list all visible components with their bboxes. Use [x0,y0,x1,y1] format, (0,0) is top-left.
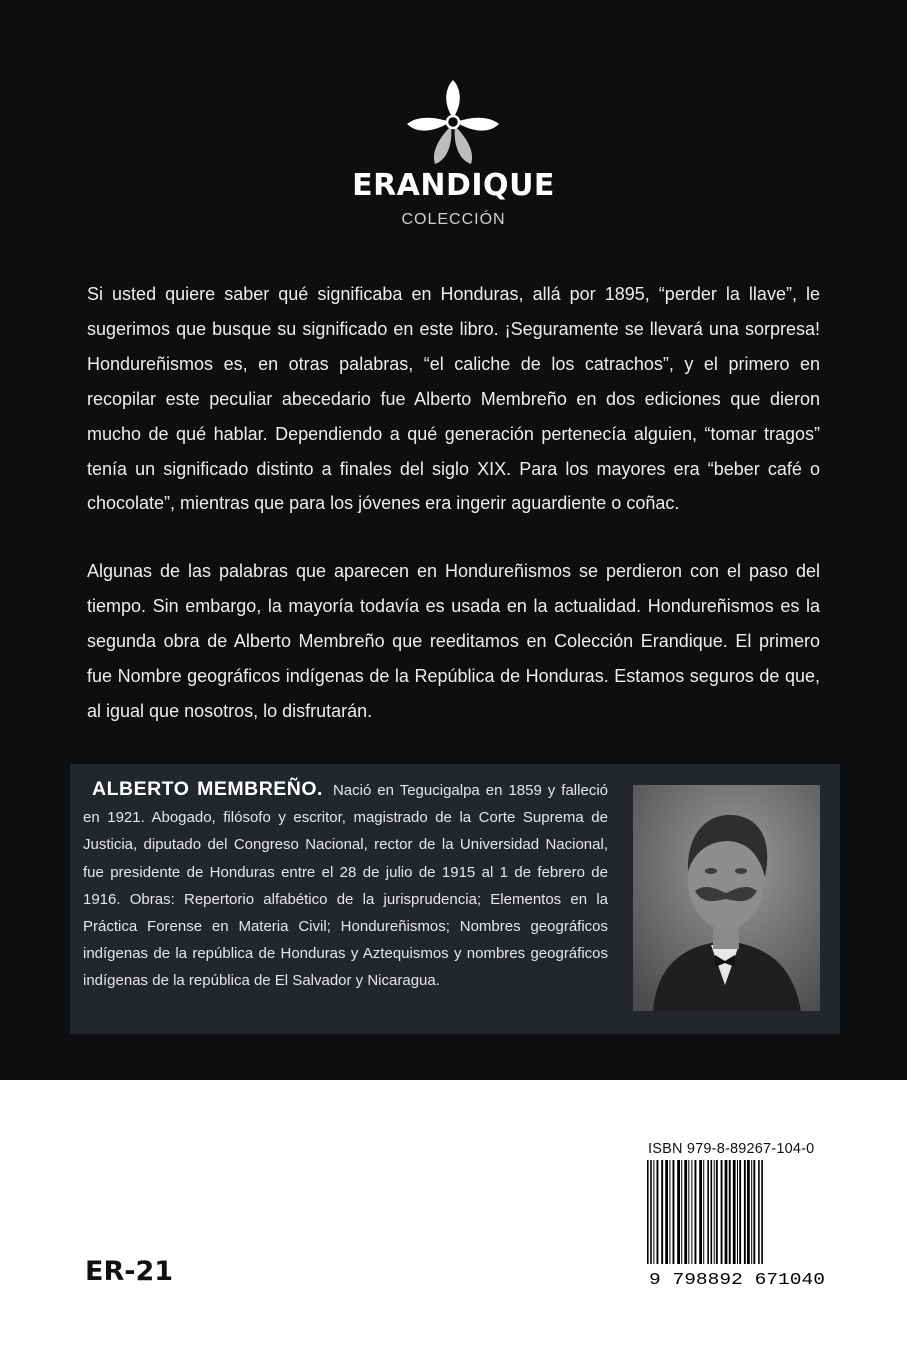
barcode-bar [650,1160,652,1278]
barcode-bar [737,1160,738,1264]
author-portrait-image [633,785,820,1011]
isbn-label: ISBN 979-8-89267-104-0 [648,1141,815,1157]
collection-subtitle: COLECCIÓN [401,211,506,228]
barcode-bar [653,1160,654,1264]
barcode-bar [725,1160,728,1264]
isbn-barcode [645,1160,828,1290]
collection-title: ERANDIQUE [352,168,555,203]
barcode-bar [744,1160,746,1264]
barcode-bar [758,1160,760,1278]
barcode-bar [677,1160,680,1264]
barcode-digits: 9 798892 671040 [649,1271,825,1290]
barcode-bar [716,1160,718,1264]
barcode-bar [691,1160,692,1264]
barcode-bars [647,1160,763,1278]
barcode-bar [647,1160,649,1278]
barcode-bar [681,1160,682,1264]
author-name: ALBERTO MEMBREÑO. [92,778,323,800]
author-bio-box [70,764,840,1034]
barcode-bar [751,1160,752,1264]
barcode-bar [729,1160,731,1264]
barcode-bar [747,1160,750,1264]
barcode-bar [699,1160,702,1264]
barcode-bar [684,1160,687,1264]
barcode-bar [703,1160,704,1264]
barcode-bar [665,1160,668,1264]
barcode-bar [688,1160,689,1264]
barcode-bar [714,1160,715,1264]
description-paragraph-1: Si usted quiere saber qué significaba en Honduras, allá por 1895, “perder la llave”, le sugerimos que busque su significado en este libro. ¡Seguramente se llevará una sorpresa! Hondureñismos es, en otras palabras, “el caliche de los catrachos”, y el primero en recopilar este peculiar abecedario fue Alberto Membreño en dos ediciones que dieron mucho de qué hablar. Dependiendo a qué generación pertenecía alguien, “tomar tragos” tenía un significado distinto a finales del siglo XIX. Para los mayores era “beber café o chocolate”, mientras que para los jóvenes era ingerir aguardiente o coñac. [87,284,820,514]
barcode-bar [673,1160,675,1264]
barcode-bar [761,1160,763,1278]
barcode-bar [721,1160,723,1264]
description-paragraph-2: Algunas de las palabras que aparecen en Hondureñismos se perdieron con el paso del tiempo. Sin embargo, la mayoría todavía es usada en la actualidad. Hondureñismos es la segunda obra de Alberto Membreño que reeditamos en Colección Erandique. El primero fue Nombre geográficos indígenas de la República de Honduras. Estamos seguros de que, al igual que nosotros, lo disfrutarán. [87,561,820,721]
barcode-bar [661,1160,663,1264]
barcode-bar [669,1160,670,1264]
flower-logo-icon [403,78,503,168]
barcode-bar [753,1160,755,1264]
barcode-bar [739,1160,741,1264]
barcode-bar [733,1160,736,1264]
author-bio [83,776,608,995]
series-code: ER-21 [85,1256,174,1287]
barcode-bar [657,1160,659,1264]
author-bio-text: Nació en Tegucigalpa en 1859 y falleció en 1921. Abogado, filósofo y escritor, magistrado de la Corte Suprema de Justicia, diputado del Congreso Nacional, rector de la Universidad Nacional, fue presidente de Honduras entre el 28 de julio de 1915 al 1 de febrero de 1916. Obras: Repertorio alfabético de la jurisprudencia; Elementos en la Práctica Forense en Materia Civil; Hondureñismos; Nombres geográficos indígenas de la república de Honduras y Aztequismos y nombres geográficos indígenas de la república de El Salvador y Nicaragua. [83,782,608,990]
barcode-bar [695,1160,697,1264]
barcode-bar [711,1160,713,1278]
barcode-bar [707,1160,709,1278]
